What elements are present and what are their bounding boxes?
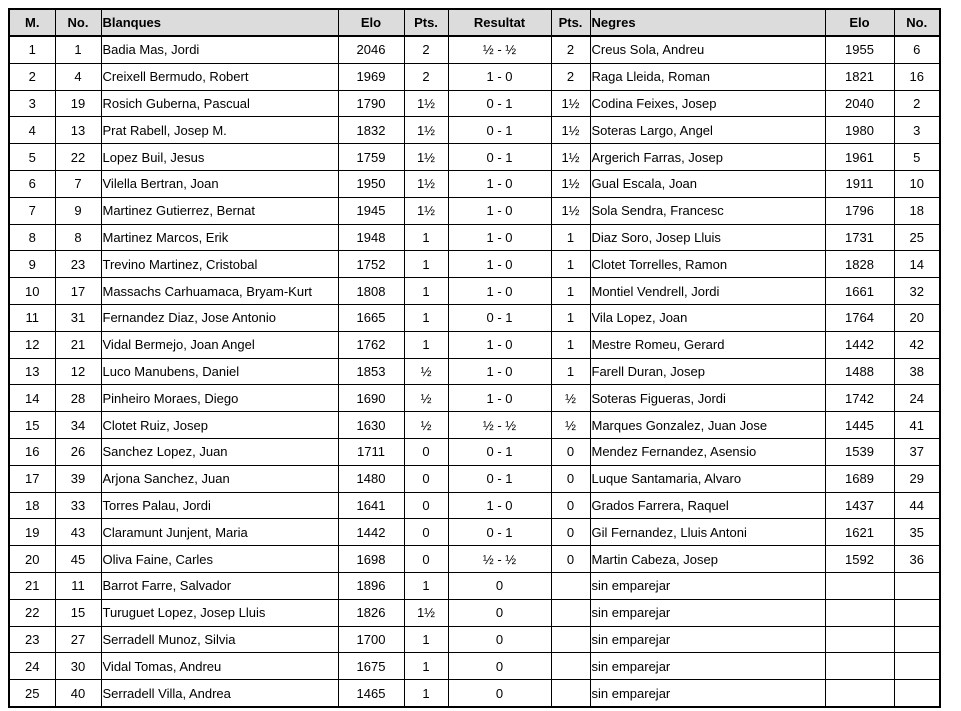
round-number-cell: 7 <box>9 197 55 224</box>
black-number-cell: 36 <box>894 546 940 573</box>
black-player-cell: Creus Sola, Andreu <box>590 36 825 63</box>
black-number-cell: 41 <box>894 412 940 439</box>
white-points-cell: 1½ <box>404 144 448 171</box>
round-number-cell: 24 <box>9 653 55 680</box>
white-number-cell: 9 <box>55 197 101 224</box>
white-elo-cell: 1675 <box>338 653 404 680</box>
white-player-cell: Serradell Munoz, Silvia <box>101 626 338 653</box>
table-row <box>9 197 940 224</box>
white-points-cell: 1½ <box>404 90 448 117</box>
white-elo-cell: 1641 <box>338 492 404 519</box>
white-number-cell: 33 <box>55 492 101 519</box>
result-cell: 1 - 0 <box>448 385 551 412</box>
black-player-cell: Luque Santamaria, Alvaro <box>590 465 825 492</box>
round-number-cell: 16 <box>9 438 55 465</box>
header-black: Negres <box>590 9 825 36</box>
round-number-cell: 10 <box>9 278 55 305</box>
table-row <box>9 36 940 63</box>
black-points-cell: 1½ <box>551 144 590 171</box>
result-cell: 0 <box>448 572 551 599</box>
white-number-cell: 23 <box>55 251 101 278</box>
white-elo-cell: 1630 <box>338 412 404 439</box>
round-number-cell: 11 <box>9 304 55 331</box>
table-row <box>9 304 940 331</box>
black-points-cell <box>551 680 590 707</box>
header-result: Resultat <box>448 9 551 36</box>
white-points-cell: 1 <box>404 626 448 653</box>
white-player-cell: Clotet Ruiz, Josep <box>101 412 338 439</box>
white-points-cell: 1½ <box>404 117 448 144</box>
black-number-cell: 42 <box>894 331 940 358</box>
header-black-elo: Elo <box>825 9 894 36</box>
black-elo-cell <box>825 680 894 707</box>
result-cell: 1 - 0 <box>448 170 551 197</box>
round-number-cell: 21 <box>9 572 55 599</box>
table-row <box>9 117 940 144</box>
round-number-cell: 9 <box>9 251 55 278</box>
white-player-cell: Luco Manubens, Daniel <box>101 358 338 385</box>
table-body <box>9 36 940 707</box>
white-points-cell: 1 <box>404 251 448 278</box>
black-elo-cell: 1911 <box>825 170 894 197</box>
white-points-cell: ½ <box>404 412 448 439</box>
white-points-cell: 1½ <box>404 197 448 224</box>
black-number-cell: 18 <box>894 197 940 224</box>
table-row <box>9 358 940 385</box>
black-elo-cell: 1742 <box>825 385 894 412</box>
white-number-cell: 11 <box>55 572 101 599</box>
result-cell: 0 - 1 <box>448 519 551 546</box>
result-cell: 0 <box>448 680 551 707</box>
white-player-cell: Martinez Gutierrez, Bernat <box>101 197 338 224</box>
white-number-cell: 1 <box>55 36 101 63</box>
white-points-cell: 1 <box>404 653 448 680</box>
black-number-cell <box>894 653 940 680</box>
white-elo-cell: 1853 <box>338 358 404 385</box>
black-elo-cell: 1961 <box>825 144 894 171</box>
table-row <box>9 492 940 519</box>
black-number-cell: 20 <box>894 304 940 331</box>
black-player-cell: Montiel Vendrell, Jordi <box>590 278 825 305</box>
black-elo-cell <box>825 626 894 653</box>
white-elo-cell: 1945 <box>338 197 404 224</box>
white-player-cell: Vidal Tomas, Andreu <box>101 653 338 680</box>
white-number-cell: 21 <box>55 331 101 358</box>
black-number-cell: 3 <box>894 117 940 144</box>
black-player-cell: Soteras Figueras, Jordi <box>590 385 825 412</box>
black-number-cell: 6 <box>894 36 940 63</box>
black-number-cell: 35 <box>894 519 940 546</box>
round-number-cell: 1 <box>9 36 55 63</box>
white-player-cell: Vilella Bertran, Joan <box>101 170 338 197</box>
white-points-cell: 0 <box>404 465 448 492</box>
black-player-cell: sin emparejar <box>590 599 825 626</box>
white-elo-cell: 1896 <box>338 572 404 599</box>
black-points-cell <box>551 572 590 599</box>
white-elo-cell: 1700 <box>338 626 404 653</box>
result-cell: ½ - ½ <box>448 412 551 439</box>
black-points-cell: 0 <box>551 465 590 492</box>
black-elo-cell: 1437 <box>825 492 894 519</box>
header-white-pts: Pts. <box>404 9 448 36</box>
black-player-cell: Mendez Fernandez, Asensio <box>590 438 825 465</box>
white-number-cell: 12 <box>55 358 101 385</box>
white-number-cell: 45 <box>55 546 101 573</box>
white-points-cell: 2 <box>404 36 448 63</box>
white-player-cell: Turuguet Lopez, Josep Lluis <box>101 599 338 626</box>
table-row <box>9 90 940 117</box>
black-number-cell: 24 <box>894 385 940 412</box>
white-number-cell: 43 <box>55 519 101 546</box>
black-player-cell: Soteras Largo, Angel <box>590 117 825 144</box>
black-elo-cell <box>825 653 894 680</box>
black-points-cell: 0 <box>551 519 590 546</box>
result-cell: 0 - 1 <box>448 90 551 117</box>
white-player-cell: Trevino Martinez, Cristobal <box>101 251 338 278</box>
white-points-cell: 1½ <box>404 599 448 626</box>
table-row <box>9 465 940 492</box>
result-cell: 0 - 1 <box>448 304 551 331</box>
black-elo-cell: 1689 <box>825 465 894 492</box>
black-points-cell: ½ <box>551 385 590 412</box>
result-cell: 0 - 1 <box>448 438 551 465</box>
result-cell: 0 - 1 <box>448 465 551 492</box>
black-elo-cell: 2040 <box>825 90 894 117</box>
white-elo-cell: 1948 <box>338 224 404 251</box>
header-white: Blanques <box>101 9 338 36</box>
white-elo-cell: 1826 <box>338 599 404 626</box>
white-points-cell: 1 <box>404 224 448 251</box>
table-row <box>9 599 940 626</box>
round-number-cell: 25 <box>9 680 55 707</box>
white-elo-cell: 1790 <box>338 90 404 117</box>
black-points-cell <box>551 653 590 680</box>
white-player-cell: Martinez Marcos, Erik <box>101 224 338 251</box>
white-player-cell: Massachs Carhuamaca, Bryam-Kurt <box>101 278 338 305</box>
result-cell: 1 - 0 <box>448 278 551 305</box>
white-number-cell: 27 <box>55 626 101 653</box>
black-player-cell: Martin Cabeza, Josep <box>590 546 825 573</box>
result-cell: 1 - 0 <box>448 224 551 251</box>
black-number-cell: 37 <box>894 438 940 465</box>
white-points-cell: 0 <box>404 438 448 465</box>
result-cell: 0 <box>448 599 551 626</box>
pairings-table <box>8 8 941 708</box>
white-number-cell: 39 <box>55 465 101 492</box>
white-number-cell: 40 <box>55 680 101 707</box>
white-player-cell: Rosich Guberna, Pascual <box>101 90 338 117</box>
white-player-cell: Barrot Farre, Salvador <box>101 572 338 599</box>
black-points-cell: 2 <box>551 36 590 63</box>
round-number-cell: 3 <box>9 90 55 117</box>
black-number-cell: 16 <box>894 63 940 90</box>
black-points-cell: 1 <box>551 358 590 385</box>
white-player-cell: Prat Rabell, Josep M. <box>101 117 338 144</box>
black-points-cell <box>551 599 590 626</box>
white-number-cell: 4 <box>55 63 101 90</box>
header-row <box>9 9 940 36</box>
black-player-cell: sin emparejar <box>590 572 825 599</box>
black-points-cell: 1½ <box>551 90 590 117</box>
black-player-cell: Argerich Farras, Josep <box>590 144 825 171</box>
white-number-cell: 8 <box>55 224 101 251</box>
black-elo-cell: 1821 <box>825 63 894 90</box>
black-number-cell: 5 <box>894 144 940 171</box>
header-white-elo: Elo <box>338 9 404 36</box>
black-elo-cell: 1955 <box>825 36 894 63</box>
table-row <box>9 412 940 439</box>
result-cell: 0 - 1 <box>448 117 551 144</box>
white-player-cell: Sanchez Lopez, Juan <box>101 438 338 465</box>
white-points-cell: ½ <box>404 358 448 385</box>
black-number-cell: 32 <box>894 278 940 305</box>
result-cell: ½ - ½ <box>448 546 551 573</box>
black-points-cell: 0 <box>551 492 590 519</box>
round-number-cell: 18 <box>9 492 55 519</box>
white-elo-cell: 2046 <box>338 36 404 63</box>
black-player-cell: Diaz Soro, Josep Lluis <box>590 224 825 251</box>
black-points-cell: 0 <box>551 546 590 573</box>
black-player-cell: Vila Lopez, Joan <box>590 304 825 331</box>
black-points-cell: 2 <box>551 63 590 90</box>
table-row <box>9 546 940 573</box>
round-number-cell: 15 <box>9 412 55 439</box>
table-row <box>9 438 940 465</box>
white-points-cell: 0 <box>404 546 448 573</box>
round-number-cell: 17 <box>9 465 55 492</box>
black-points-cell: 1 <box>551 304 590 331</box>
white-number-cell: 22 <box>55 144 101 171</box>
black-player-cell: Sola Sendra, Francesc <box>590 197 825 224</box>
white-elo-cell: 1759 <box>338 144 404 171</box>
white-elo-cell: 1969 <box>338 63 404 90</box>
black-elo-cell: 1980 <box>825 117 894 144</box>
black-points-cell: 1½ <box>551 117 590 144</box>
white-points-cell: 1 <box>404 331 448 358</box>
result-cell: 0 - 1 <box>448 144 551 171</box>
white-elo-cell: 1752 <box>338 251 404 278</box>
white-points-cell: ½ <box>404 385 448 412</box>
white-points-cell: 1 <box>404 304 448 331</box>
result-cell: 1 - 0 <box>448 251 551 278</box>
black-player-cell: sin emparejar <box>590 653 825 680</box>
black-player-cell: Clotet Torrelles, Ramon <box>590 251 825 278</box>
white-number-cell: 31 <box>55 304 101 331</box>
header-round: M. <box>9 9 55 36</box>
black-points-cell: 1½ <box>551 170 590 197</box>
black-elo-cell: 1764 <box>825 304 894 331</box>
result-cell: 1 - 0 <box>448 492 551 519</box>
round-number-cell: 22 <box>9 599 55 626</box>
black-number-cell <box>894 599 940 626</box>
white-points-cell: 0 <box>404 492 448 519</box>
round-number-cell: 14 <box>9 385 55 412</box>
round-number-cell: 12 <box>9 331 55 358</box>
white-points-cell: 1½ <box>404 170 448 197</box>
white-number-cell: 30 <box>55 653 101 680</box>
black-player-cell: Marques Gonzalez, Juan Jose <box>590 412 825 439</box>
table-row <box>9 170 940 197</box>
result-cell: ½ - ½ <box>448 36 551 63</box>
round-number-cell: 2 <box>9 63 55 90</box>
white-player-cell: Pinheiro Moraes, Diego <box>101 385 338 412</box>
white-player-cell: Oliva Faine, Carles <box>101 546 338 573</box>
white-player-cell: Fernandez Diaz, Jose Antonio <box>101 304 338 331</box>
black-elo-cell: 1731 <box>825 224 894 251</box>
white-player-cell: Arjona Sanchez, Juan <box>101 465 338 492</box>
black-number-cell: 14 <box>894 251 940 278</box>
table-row <box>9 519 940 546</box>
round-number-cell: 13 <box>9 358 55 385</box>
black-elo-cell: 1796 <box>825 197 894 224</box>
white-player-cell: Creixell Bermudo, Robert <box>101 63 338 90</box>
black-elo-cell: 1592 <box>825 546 894 573</box>
white-player-cell: Badia Mas, Jordi <box>101 36 338 63</box>
white-points-cell: 2 <box>404 63 448 90</box>
black-points-cell: 1 <box>551 331 590 358</box>
white-number-cell: 34 <box>55 412 101 439</box>
round-number-cell: 6 <box>9 170 55 197</box>
result-cell: 1 - 0 <box>448 63 551 90</box>
black-points-cell: 1½ <box>551 197 590 224</box>
white-points-cell: 0 <box>404 519 448 546</box>
white-points-cell: 1 <box>404 572 448 599</box>
table-row <box>9 572 940 599</box>
table-row <box>9 626 940 653</box>
black-number-cell <box>894 680 940 707</box>
result-cell: 0 <box>448 653 551 680</box>
black-points-cell: 1 <box>551 251 590 278</box>
black-elo-cell: 1828 <box>825 251 894 278</box>
black-player-cell: Gual Escala, Joan <box>590 170 825 197</box>
table-row <box>9 331 940 358</box>
white-elo-cell: 1442 <box>338 519 404 546</box>
black-points-cell: 0 <box>551 438 590 465</box>
round-number-cell: 20 <box>9 546 55 573</box>
white-player-cell: Torres Palau, Jordi <box>101 492 338 519</box>
black-points-cell: ½ <box>551 412 590 439</box>
white-number-cell: 15 <box>55 599 101 626</box>
header-black-pts: Pts. <box>551 9 590 36</box>
header-white-no: No. <box>55 9 101 36</box>
table-row <box>9 278 940 305</box>
white-points-cell: 1 <box>404 278 448 305</box>
black-elo-cell: 1488 <box>825 358 894 385</box>
white-points-cell: 1 <box>404 680 448 707</box>
black-number-cell: 38 <box>894 358 940 385</box>
black-points-cell <box>551 626 590 653</box>
black-player-cell: Farell Duran, Josep <box>590 358 825 385</box>
white-elo-cell: 1690 <box>338 385 404 412</box>
white-number-cell: 17 <box>55 278 101 305</box>
black-number-cell: 29 <box>894 465 940 492</box>
white-number-cell: 28 <box>55 385 101 412</box>
white-player-cell: Vidal Bermejo, Joan Angel <box>101 331 338 358</box>
round-number-cell: 5 <box>9 144 55 171</box>
header-black-no: No. <box>894 9 940 36</box>
table-row <box>9 385 940 412</box>
black-player-cell: sin emparejar <box>590 680 825 707</box>
white-elo-cell: 1665 <box>338 304 404 331</box>
table-row <box>9 653 940 680</box>
white-elo-cell: 1698 <box>338 546 404 573</box>
table-row <box>9 680 940 707</box>
black-player-cell: sin emparejar <box>590 626 825 653</box>
white-elo-cell: 1480 <box>338 465 404 492</box>
result-cell: 0 <box>448 626 551 653</box>
white-number-cell: 19 <box>55 90 101 117</box>
black-number-cell <box>894 572 940 599</box>
round-number-cell: 4 <box>9 117 55 144</box>
black-points-cell: 1 <box>551 278 590 305</box>
white-elo-cell: 1762 <box>338 331 404 358</box>
white-number-cell: 13 <box>55 117 101 144</box>
black-player-cell: Gil Fernandez, Lluis Antoni <box>590 519 825 546</box>
white-elo-cell: 1808 <box>338 278 404 305</box>
black-elo-cell: 1539 <box>825 438 894 465</box>
black-player-cell: Mestre Romeu, Gerard <box>590 331 825 358</box>
black-elo-cell: 1442 <box>825 331 894 358</box>
black-number-cell: 25 <box>894 224 940 251</box>
black-elo-cell <box>825 599 894 626</box>
white-player-cell: Claramunt Junjent, Maria <box>101 519 338 546</box>
white-elo-cell: 1950 <box>338 170 404 197</box>
round-number-cell: 8 <box>9 224 55 251</box>
white-elo-cell: 1711 <box>338 438 404 465</box>
white-number-cell: 7 <box>55 170 101 197</box>
table-row <box>9 144 940 171</box>
result-cell: 1 - 0 <box>448 197 551 224</box>
white-elo-cell: 1832 <box>338 117 404 144</box>
black-points-cell: 1 <box>551 224 590 251</box>
black-player-cell: Grados Farrera, Raquel <box>590 492 825 519</box>
white-player-cell: Serradell Villa, Andrea <box>101 680 338 707</box>
black-number-cell: 10 <box>894 170 940 197</box>
table-row <box>9 63 940 90</box>
round-number-cell: 19 <box>9 519 55 546</box>
white-player-cell: Lopez Buil, Jesus <box>101 144 338 171</box>
black-elo-cell: 1621 <box>825 519 894 546</box>
result-cell: 1 - 0 <box>448 358 551 385</box>
round-number-cell: 23 <box>9 626 55 653</box>
black-number-cell <box>894 626 940 653</box>
black-elo-cell <box>825 572 894 599</box>
table-row <box>9 224 940 251</box>
black-number-cell: 2 <box>894 90 940 117</box>
white-number-cell: 26 <box>55 438 101 465</box>
black-elo-cell: 1445 <box>825 412 894 439</box>
white-elo-cell: 1465 <box>338 680 404 707</box>
black-elo-cell: 1661 <box>825 278 894 305</box>
black-player-cell: Codina Feixes, Josep <box>590 90 825 117</box>
table-row <box>9 251 940 278</box>
result-cell: 1 - 0 <box>448 331 551 358</box>
black-player-cell: Raga Lleida, Roman <box>590 63 825 90</box>
black-number-cell: 44 <box>894 492 940 519</box>
